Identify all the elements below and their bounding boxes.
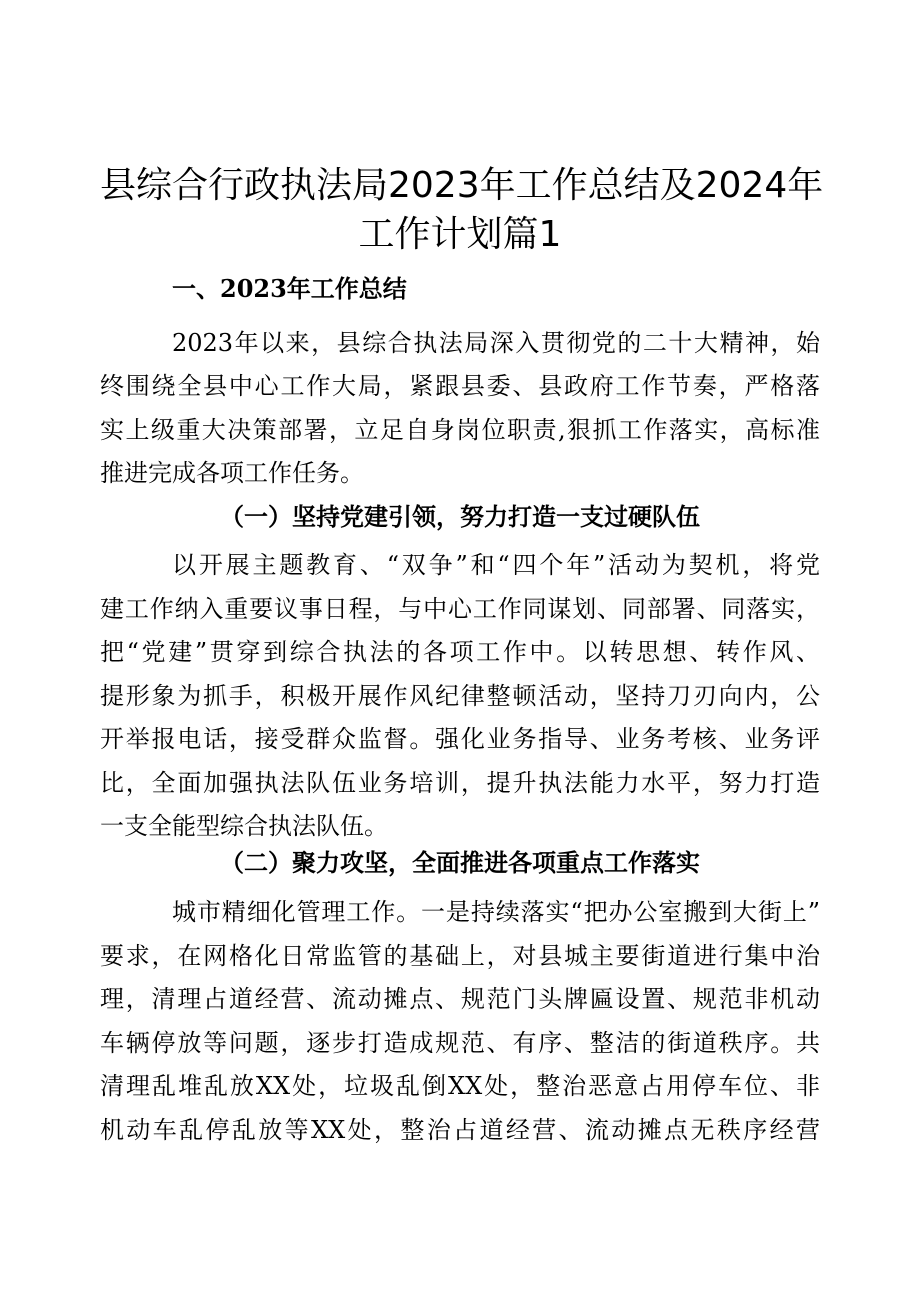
- subsection-heading-party-building: （一）坚持党建引领，努力打造一支过硬队伍: [220, 502, 700, 531]
- paragraph-3-line: 清理乱堆乱放XX处，垃圾乱倒XX处，整治恶意占用停车位、非: [100, 1072, 820, 1100]
- paragraph-3-line: 要求，在网格化日常监管的基础上，对县城主要街道进行集中治: [100, 942, 820, 970]
- paragraph-1-line: 推进完成各项工作任务。: [100, 459, 364, 487]
- paragraph-2-line: 开举报电话，接受群众监督。强化业务指导、业务考核、业务评: [100, 725, 820, 753]
- paragraph-2-line: 比，全面加强执法队伍业务培训，提升执法能力水平，努力打造: [100, 769, 820, 797]
- paragraph-3-line: 城市精细化管理工作。一是持续落实“把办公室搬到大街上”: [172, 898, 820, 926]
- paragraph-2-line: 以开展主题教育、“双争”和“四个年”活动为契机，将党: [172, 551, 820, 579]
- paragraph-1-line: 2023年以来，县综合执法局深入贯彻党的二十大精神，始: [172, 329, 820, 357]
- document-title-line-2: 工作计划篇1: [358, 214, 562, 255]
- paragraph-3-line: 车辆停放等问题，逐步打造成规范、有序、整洁的街道秩序。共: [100, 1029, 820, 1057]
- paragraph-3-line: 理，清理占道经营、流动摊点、规范门头牌匾设置、规范非机动: [100, 985, 820, 1013]
- paragraph-1-line: 终围绕全县中心工作大局，紧跟县委、县政府工作节奏，严格落: [100, 372, 820, 400]
- paragraph-2-line: 把“党建”贯穿到综合执法的各项工作中。以转思想、转作风、: [100, 638, 820, 666]
- subsection-heading-key-work: （二）聚力攻坚，全面推进各项重点工作落实: [220, 848, 700, 877]
- paragraph-2-line: 提形象为抓手，积极开展作风纪律整顿活动，坚持刀刃向内，公: [100, 682, 820, 710]
- paragraph-3-line: 机动车乱停乱放等XX处，整治占道经营、流动摊点无秩序经营: [100, 1116, 820, 1144]
- document-title-line-1: 县综合行政执法局2023年工作总结及2024年: [100, 165, 824, 206]
- paragraph-2-line: 建工作纳入重要议事日程，与中心工作同谋划、同部署、同落实，: [100, 595, 820, 623]
- paragraph-1-line: 实上级重大决策部署，立足自身岗位职责,狠抓工作落实，高标准: [100, 416, 820, 444]
- section-heading-2023-summary: 一、2023年工作总结: [172, 274, 407, 303]
- paragraph-2-line: 一支全能型综合执法队伍。: [100, 812, 388, 840]
